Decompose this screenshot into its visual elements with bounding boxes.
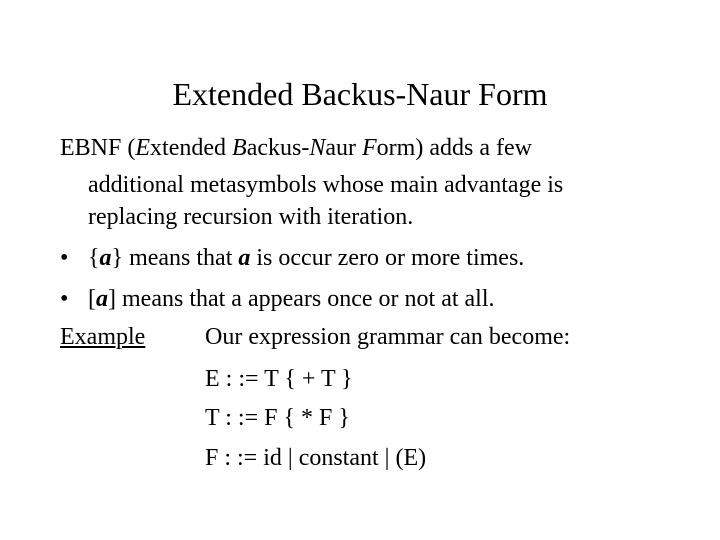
ebnf-term: EBNF (60, 135, 122, 161)
brace-open: { (88, 245, 100, 271)
bullet-1-rest-before: means that (123, 245, 239, 271)
bullet-2-rest: means that a appears once or not at all. (116, 286, 495, 312)
var-a-2: a (238, 245, 251, 271)
text-aur: aur (325, 135, 362, 161)
bullet-1-rest-after: is occur zero or more times. (250, 245, 525, 271)
bracket-open: [ (88, 286, 96, 312)
grammar-rule-e: E : := T { + T } (205, 366, 353, 392)
letter-b: B (232, 135, 247, 161)
intro-line-3: replacing recursion with iteration. (88, 204, 414, 230)
grammar-rule-f: F : := id | constant | (E) (205, 445, 427, 471)
text-orm-adds: orm) adds a few (376, 135, 532, 161)
text-ackus: ackus- (246, 135, 310, 161)
bullet-1-dot: • (60, 245, 69, 271)
var-a-bracket: a (96, 286, 108, 312)
bullet-2-text (88, 284, 495, 314)
letter-n: N (309, 135, 326, 161)
brace-close: } (111, 245, 124, 271)
letter-f: F (362, 135, 377, 161)
letter-e: E (135, 135, 151, 161)
bullet-2-dot: • (60, 286, 69, 312)
bracket-close: ] (108, 286, 116, 312)
intro-line-2: additional metasymbols whose main advantage is (88, 172, 564, 198)
var-a: a (99, 245, 112, 271)
example-text: Our expression grammar can become: (205, 324, 571, 350)
slide-title: Extended Backus-Naur Form (172, 76, 548, 112)
intro-paren-open: ( (121, 135, 136, 161)
intro-line-1 (60, 133, 532, 163)
bullet-1-text (88, 243, 524, 273)
example-label: Example (60, 324, 146, 350)
grammar-rule-t: T : := F { * F } (205, 405, 350, 431)
text-xtended: xtended (150, 135, 233, 161)
